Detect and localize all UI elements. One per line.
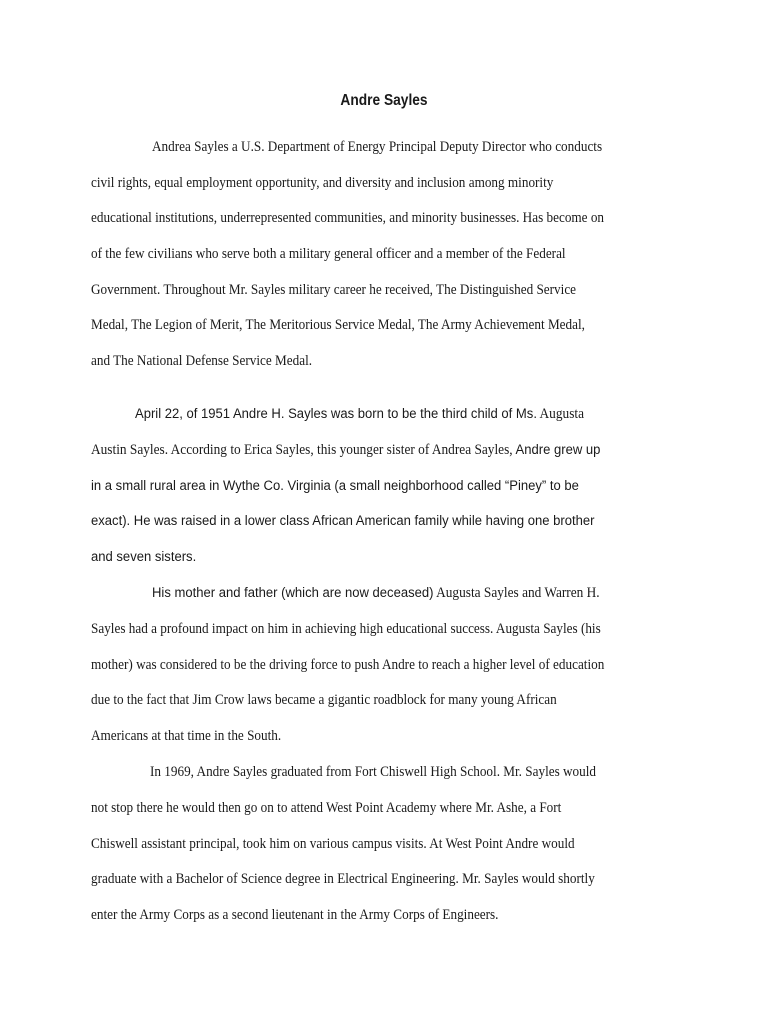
paragraph-3-line-1-part-b: Augusta Sayles and Warren H. <box>433 585 600 601</box>
document-title: Andre Sayles <box>340 92 428 109</box>
paragraph-1-line-4: of the few civilians who serve both a military general officer and a member of the Federal <box>91 246 566 262</box>
paragraph-3-line-1-part-a: His mother and father (which are now deceased) <box>152 585 434 601</box>
paragraph-1-line-6: Medal, The Legion of Merit, The Meritorious Service Medal, The Army Achievement Medal, <box>91 317 585 333</box>
paragraph-2-line-5: and seven sisters. <box>91 549 197 565</box>
paragraph-3-line-5: Americans at that time in the South. <box>91 728 282 744</box>
paragraph-2-line-1-part-b: Augusta <box>536 406 585 422</box>
paragraph-2-line-3: in a small rural area in Wythe Co. Virginia (a small neighborhood called “Piney” to be <box>91 478 579 494</box>
paragraph-4-line-4: graduate with a Bachelor of Science degree in Electrical Engineering. Mr. Sayles would shortly <box>91 871 595 887</box>
paragraph-2-line-1-part-a: April 22, of 1951 Andre H. Sayles was born to be the third child of Ms. <box>135 406 537 422</box>
paragraph-1-line-5: Government. Throughout Mr. Sayles military career he received, The Distinguished Service <box>91 282 577 298</box>
paragraph-4-line-5: enter the Army Corps as a second lieutenant in the Army Corps of Engineers. <box>91 907 499 923</box>
paragraph-4-line-2: not stop there he would then go on to attend West Point Academy where Mr. Ashe, a Fort <box>91 800 562 816</box>
paragraph-2-line-2 <box>91 440 600 460</box>
paragraph-2-line-4: exact). He was raised in a lower class African American family while having one brother <box>91 513 595 529</box>
paragraph-3-line-1 <box>152 583 600 603</box>
paragraph-3-line-2: Sayles had a profound impact on him in achieving high educational success. Augusta Sayles (his <box>91 621 601 637</box>
paragraph-2-line-1 <box>135 404 584 424</box>
paragraph-3-line-3: mother) was considered to be the driving force to push Andre to reach a higher level of education <box>91 657 605 673</box>
paragraph-4-line-3: Chiswell assistant principal, took him on various campus visits. At West Point Andre would <box>91 836 575 852</box>
paragraph-1-line-1: Andrea Sayles a U.S. Department of Energy Principal Deputy Director who conducts <box>152 139 603 155</box>
paragraph-2-line-2-part-b: Andre grew up <box>512 442 601 458</box>
paragraph-2-line-2-part-a: Austin Sayles. According to Erica Sayles, this younger sister of Andrea Sayles, <box>91 442 513 458</box>
paragraph-1-line-3: educational institutions, underrepresented communities, and minority businesses. Has become on <box>91 210 605 226</box>
paragraph-3-line-4: due to the fact that Jim Crow laws became a gigantic roadblock for many young African <box>91 692 557 708</box>
paragraph-1-line-2: civil rights, equal employment opportunity, and diversity and inclusion among minority <box>91 175 554 191</box>
paragraph-1-line-7: and The National Defense Service Medal. <box>91 353 313 369</box>
paragraph-4-line-1: In 1969, Andre Sayles graduated from Fort Chiswell High School. Mr. Sayles would <box>150 764 597 780</box>
